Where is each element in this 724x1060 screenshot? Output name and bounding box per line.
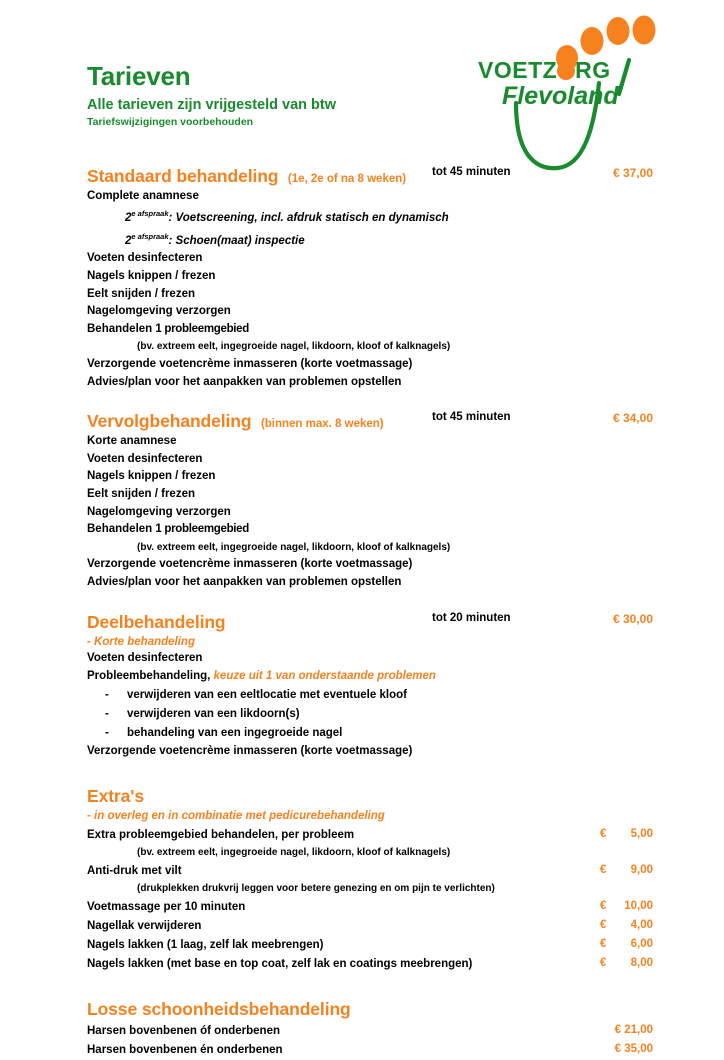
logo-subname: Flevoland bbox=[502, 82, 619, 110]
list-item: Eelt snijden / frezen bbox=[87, 487, 195, 500]
list-item bbox=[87, 668, 653, 686]
list-item: Advies/plan voor het aanpakken van problemen opstellen bbox=[87, 375, 402, 388]
toe-dot-3-icon bbox=[607, 17, 630, 45]
currency-symbol: € bbox=[600, 957, 607, 970]
list-item: Voeten desinfecteren bbox=[87, 452, 203, 465]
spacer bbox=[87, 973, 653, 999]
toe-dot-4-icon bbox=[633, 16, 656, 45]
section-subtitle: - in overleg en in combinatie met pedicurebehandeling bbox=[87, 810, 385, 823]
page-subtitle: Alle tarieven zijn vrijgesteld van btw bbox=[87, 96, 336, 113]
price-amount bbox=[600, 1040, 653, 1059]
page-title: Tarieven bbox=[87, 61, 191, 91]
section-subtitle: - Korte behandeling bbox=[87, 635, 195, 648]
section-price: € 34,00 bbox=[612, 411, 653, 426]
list-item: Korte anamnese bbox=[87, 435, 177, 448]
list-item: Complete anamnese bbox=[87, 190, 199, 202]
price-row-label: Nagels lakken (met base en top coat, zelf lak en coatings meebrengen) bbox=[87, 958, 473, 971]
price-row-label: Voetmassage per 10 minuten bbox=[87, 901, 246, 914]
price-row-label: Anti-druk met vilt bbox=[87, 865, 182, 878]
list-item: Nagels knippen / frezen bbox=[87, 470, 216, 483]
page-note: Tariefswijzigingen voorbehouden bbox=[87, 116, 254, 129]
section-title: Losse schoonheidsbehandeling bbox=[87, 999, 351, 1020]
currency-symbol: € bbox=[600, 828, 607, 841]
section-standaard-behandeling bbox=[87, 166, 653, 391]
price-amount: 8,00 bbox=[630, 957, 653, 970]
dash-list-item bbox=[87, 705, 653, 724]
price-row-note: (bv. extreem eelt, ingegroeide nagel, likdoorn, kloof of kalknagels) bbox=[137, 847, 451, 859]
list-item bbox=[87, 228, 653, 250]
appointment-text: : Schoen(maat) inspectie bbox=[168, 234, 305, 247]
list-item-label: Behandelen bbox=[87, 523, 156, 536]
section-header bbox=[87, 999, 653, 1021]
section-paren: (1e, 2e of na 8 weken) bbox=[287, 173, 407, 185]
appointment-number: 2 bbox=[125, 212, 132, 225]
price-amount: 9,00 bbox=[630, 864, 653, 877]
section-title: Standaard behandeling bbox=[87, 166, 279, 186]
section-duration: tot 20 minuten bbox=[432, 611, 511, 624]
section-duration: tot 45 minuten bbox=[432, 166, 511, 178]
section-duration: tot 45 minuten bbox=[432, 411, 511, 424]
price-value: 21,00 bbox=[624, 1024, 653, 1037]
appointment-suffix: e afspraak bbox=[131, 209, 169, 219]
list-item-label: Probleembehandeling, bbox=[87, 670, 214, 683]
price-row bbox=[87, 954, 653, 973]
list-item: Verzorgende voetencrème inmasseren (korte voetmassage) bbox=[87, 744, 413, 757]
logo-wordmark-part1: VOETZ bbox=[478, 57, 558, 83]
section-title: Extra's bbox=[87, 786, 144, 807]
list-item bbox=[87, 321, 653, 339]
content-area bbox=[87, 166, 653, 1059]
spacer bbox=[87, 760, 653, 786]
appointment-number: 2 bbox=[125, 234, 132, 247]
section-price: € 37,00 bbox=[612, 166, 653, 180]
price-row bbox=[87, 861, 653, 880]
price-row-label: Extra probleemgebied behandelen, per probleem bbox=[87, 829, 355, 842]
problem-area-emphasis: 1 probleemgebied bbox=[155, 322, 250, 335]
logo-slash-icon bbox=[619, 60, 629, 94]
logo-o-dot-icon bbox=[557, 62, 575, 80]
problem-area-emphasis: 1 probleemgebied bbox=[155, 523, 250, 536]
dash-list-item-label: verwijderen van een eeltlocatie met eventuele kloof bbox=[127, 688, 407, 701]
price-row-label-pre: Harsen bovenbenen bbox=[87, 1025, 201, 1038]
spacer bbox=[87, 592, 653, 612]
section-header bbox=[87, 166, 653, 188]
price-amount: 6,00 bbox=[630, 938, 653, 951]
price-row-label bbox=[87, 1025, 280, 1037]
price-row bbox=[87, 897, 653, 916]
price-row-label: Nagels lakken (1 laag, zelf lak meebrengen) bbox=[87, 939, 324, 952]
price-amount: 10,00 bbox=[624, 900, 653, 913]
dash-bullet-icon: - bbox=[105, 707, 109, 720]
dash-bullet-icon: - bbox=[105, 726, 109, 739]
section-header bbox=[87, 786, 653, 808]
price-row-label-emphasis: óf bbox=[200, 1025, 211, 1038]
list-item: Verzorgende voetencrème inmasseren (korte voetmassage) bbox=[87, 558, 413, 571]
list-item: Verzorgende voetencrème inmasseren (korte voetmassage) bbox=[87, 358, 413, 370]
price-amount: 5,00 bbox=[630, 828, 653, 841]
section-deelbehandeling bbox=[87, 612, 653, 761]
spacer bbox=[87, 391, 653, 411]
list-item-label: Behandelen bbox=[87, 322, 156, 335]
currency-symbol: € bbox=[614, 1024, 622, 1037]
price-row-label-post: onderbenen bbox=[213, 1044, 283, 1057]
list-item: Nagelomgeving verzorgen bbox=[87, 505, 231, 518]
list-item bbox=[87, 206, 653, 228]
list-item-note: (bv. extreem eelt, ingegroeide nagel, likdoorn, kloof of kalknagels) bbox=[137, 541, 451, 553]
price-row-label: Nagellak verwijderen bbox=[87, 920, 202, 933]
appointment-suffix: e afspraak bbox=[131, 232, 169, 242]
toe-dot-2-icon bbox=[581, 27, 604, 55]
price-row bbox=[87, 916, 653, 935]
section-title: Deelbehandeling bbox=[87, 611, 226, 632]
list-item-note: (bv. extreem eelt, ingegroeide nagel, likdoorn, kloof of kalknagels) bbox=[137, 341, 451, 353]
section-title: Vervolgbehandeling bbox=[87, 411, 252, 432]
price-value: 35,00 bbox=[624, 1043, 653, 1056]
dash-list-item-label: behandeling van een ingegroeide nagel bbox=[127, 726, 343, 739]
title-block bbox=[87, 62, 507, 128]
section-header bbox=[87, 612, 653, 634]
currency-symbol: € bbox=[600, 938, 607, 951]
list-item: Nagelomgeving verzorgen bbox=[87, 305, 231, 318]
currency-symbol: € bbox=[600, 864, 607, 877]
price-row-note: (drukplekken drukvrij leggen voor betere genezing en om pijn te verlichten) bbox=[137, 883, 495, 895]
section-losse-schoonheidsbehandeling bbox=[87, 999, 653, 1059]
price-row-label-emphasis: én bbox=[200, 1044, 214, 1057]
list-item: Voeten desinfecteren bbox=[87, 652, 203, 665]
section-extras bbox=[87, 786, 653, 973]
dash-list-item bbox=[87, 686, 653, 705]
price-row bbox=[87, 1040, 653, 1059]
section-vervolgbehandeling bbox=[87, 411, 653, 591]
list-item: Nagels knippen / frezen bbox=[87, 270, 216, 283]
price-row bbox=[87, 825, 653, 844]
price-amount: 4,00 bbox=[630, 919, 653, 932]
price-row-label bbox=[87, 1044, 283, 1056]
dash-bullet-icon: - bbox=[105, 688, 109, 701]
price-row-label-pre: Harsen bovenbenen bbox=[87, 1044, 201, 1057]
dash-list-item-label: verwijderen van een likdoorn(s) bbox=[127, 707, 300, 720]
section-header bbox=[87, 411, 653, 433]
appointment-text: : Voetscreening, incl. afdruk statisch en dynamisch bbox=[168, 212, 449, 225]
price-amount bbox=[600, 1021, 653, 1040]
currency-symbol: € bbox=[600, 919, 607, 932]
price-row bbox=[87, 935, 653, 954]
list-item: Advies/plan voor het aanpakken van problemen opstellen bbox=[87, 575, 402, 588]
price-row bbox=[87, 1021, 653, 1040]
currency-symbol: € bbox=[614, 1043, 622, 1056]
list-item bbox=[87, 521, 653, 539]
list-item: Voeten desinfecteren bbox=[87, 252, 203, 265]
section-paren: (binnen max. 8 weken) bbox=[260, 418, 384, 431]
currency-symbol: € bbox=[600, 900, 607, 913]
dash-list-item bbox=[87, 724, 653, 743]
list-item: Eelt snijden / frezen bbox=[87, 287, 195, 300]
price-row-label-post: onderbenen bbox=[210, 1025, 280, 1038]
section-price: € 30,00 bbox=[612, 611, 653, 626]
logo-wordmark-part2: RG bbox=[575, 57, 611, 83]
choice-hint: keuze uit 1 van onderstaande problemen bbox=[213, 670, 436, 683]
